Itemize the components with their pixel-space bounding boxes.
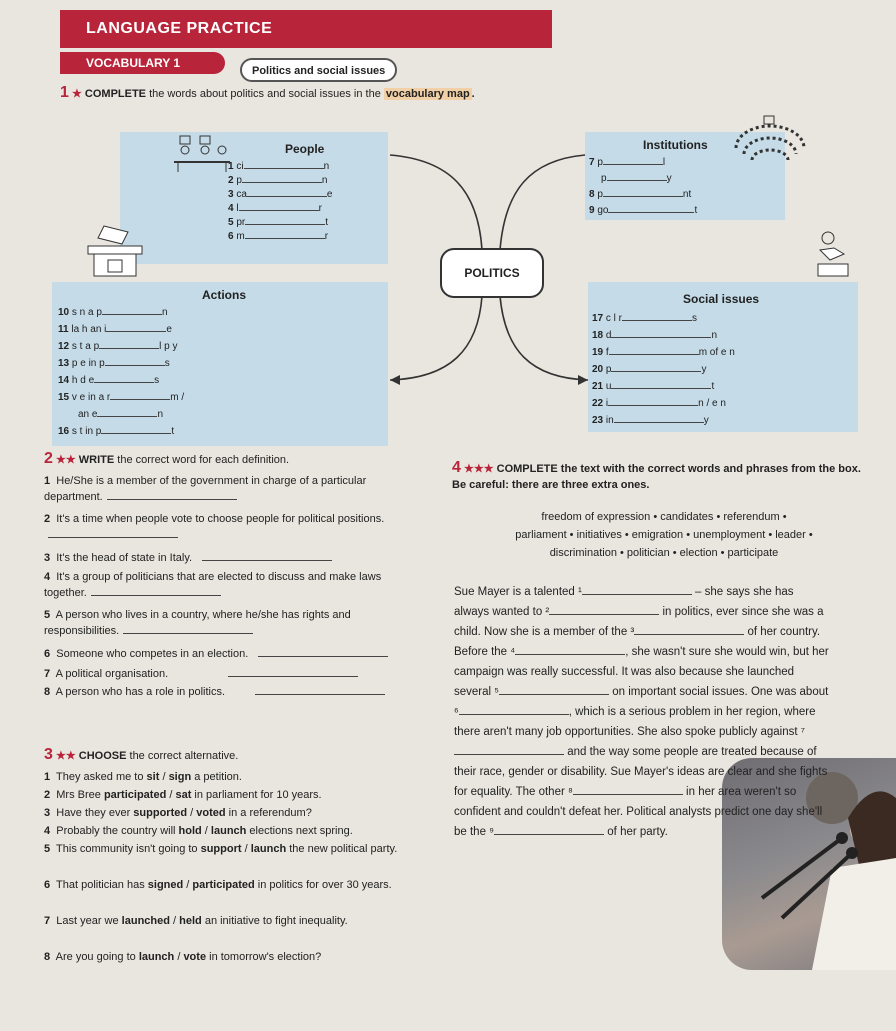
ex2-item[interactable]: 7 A political organisation. (44, 666, 424, 684)
social-issues-item[interactable]: 18 d n (592, 327, 735, 344)
option-b[interactable]: launch (250, 843, 287, 855)
actions-item[interactable]: 11 la h an i e (58, 321, 184, 338)
ex2-item[interactable]: 6 Someone who competes in an election. (44, 646, 424, 666)
ex4-stars: ★★★ (463, 463, 494, 475)
option-b[interactable]: vote (183, 951, 207, 963)
people-item[interactable]: 5 pr t (228, 214, 332, 228)
ex3-item: 1 They asked me to sit / sign a petition. (44, 771, 242, 783)
ex4-instruction-text: the text with the correct words and phrases from the box. Be careful: there are three extra ones. (452, 463, 861, 491)
actions-item[interactable]: 13 p e in p s (58, 355, 184, 372)
ex4-instruction (452, 460, 872, 493)
ex1-instruction-end: . (471, 88, 475, 100)
option-b[interactable]: launch (210, 825, 247, 837)
arrow-social (578, 375, 588, 385)
people-item[interactable]: 2 p n (228, 172, 332, 186)
social-issues-list (592, 310, 735, 429)
actions-item[interactable]: 12 s t a p l p y (58, 338, 184, 355)
ex2-section (44, 450, 424, 702)
line-institutions (500, 155, 585, 250)
ex3-item: 3 Have they ever supported / voted in a referendum? (44, 807, 312, 819)
ex4-text-segment: , which is a serious problem in her region, where there aren't many job opportunities. She also spoke publicly against ⁷ (454, 706, 816, 738)
ex2-item[interactable]: 2 It's a time when people vote to choose people for political positions. (44, 512, 424, 550)
ex3-item: 7 Last year we launched / held an initiative to fight inequality. (44, 915, 348, 927)
ex3-item: 2 Mrs Bree participated / sat in parliament for 10 years. (44, 789, 322, 801)
ex2-stars: ★★ (55, 454, 76, 466)
ex2-instruction-text: the correct word for each definition. (114, 454, 290, 466)
ex3-item: 4 Probably the country will hold / launch elections next spring. (44, 825, 353, 837)
institutions-item[interactable]: 8 p nt (589, 186, 697, 202)
ex4-text-segment: in her area weren't so confident and couldn't defeat her. Political analysts predict one day she'll be the ⁹ (454, 786, 823, 838)
ex2-instruction (44, 450, 424, 468)
option-b[interactable]: sat (175, 789, 192, 801)
social-issues-item[interactable]: 23 in y (592, 412, 735, 429)
word-box-line: parliament • initiatives • emigration • unemployment • leader • (515, 529, 813, 541)
option-a[interactable]: supported (133, 807, 188, 819)
option-a[interactable]: launched (121, 915, 170, 927)
actions-title: Actions (202, 288, 247, 302)
institutions-list (589, 154, 697, 218)
line-people (390, 155, 482, 250)
actions-item[interactable]: 15 v e in a r m / (58, 389, 184, 406)
gap-6[interactable] (459, 704, 569, 715)
ex3-instruction-bold: CHOOSE (78, 750, 127, 762)
ex1-instruction-text: the words about politics and social issues in the (146, 88, 381, 100)
speaker-icon (810, 228, 858, 282)
option-b[interactable]: participated (192, 879, 255, 891)
ex3-stars: ★★ (55, 750, 76, 762)
line-actions (390, 296, 482, 380)
ex3-item: 6 That politician has signed / participated in politics for over 30 years. (44, 879, 392, 891)
ex4-instruction-bold: COMPLETE (496, 463, 558, 475)
social-issues-item[interactable]: 21 u t (592, 378, 735, 395)
arrow-actions (390, 375, 400, 385)
gap-3[interactable] (634, 624, 744, 635)
institutions-item[interactable]: p y (589, 170, 697, 186)
vocabulary-map-highlight: vocabulary map (385, 88, 470, 100)
ex2-item[interactable]: 5 A person who lives in a country, where he/she has rights and responsibilities. (44, 609, 351, 637)
institutions-item[interactable]: 7 p l (589, 154, 697, 170)
ex4-text-segment: in politics, ever since she was a child. Now she is a member of the ³ (454, 606, 824, 638)
ex1-stars: ★ (71, 88, 82, 100)
gap-8[interactable] (573, 784, 683, 795)
ex4-text-segment: Sue Mayer is a talented ¹ (454, 586, 582, 598)
section-header: LANGUAGE PRACTICE (60, 10, 552, 48)
ex3-instruction (44, 746, 444, 764)
ex3-item: 8 Are you going to launch / vote in tomorrow's election? (44, 951, 322, 963)
word-box-line: freedom of expression • candidates • referendum • (541, 511, 787, 523)
people-title: People (285, 142, 325, 156)
ex2-item[interactable]: 3 It's the head of state in Italy. (44, 550, 424, 570)
social-issues-item[interactable]: 17 c l r s (592, 310, 735, 327)
ex4-text-segment: on important social issues. One was about ⁶ (454, 686, 829, 718)
word-box (454, 508, 874, 562)
ex2-instruction-bold: WRITE (78, 454, 115, 466)
people-box (120, 132, 388, 264)
actions-item[interactable]: 16 s t in p t (58, 423, 184, 440)
ex3-list (44, 770, 444, 968)
vocabulary-label: VOCABULARY 1 (60, 52, 225, 74)
line-social (500, 296, 588, 380)
option-a[interactable]: support (200, 843, 242, 855)
institutions-item[interactable]: 9 go t (589, 202, 697, 218)
ex3-item: 5 This community isn't going to support / launch the new political party. (44, 843, 398, 855)
option-b[interactable]: held (179, 915, 202, 927)
ex4-text-segment: and the way some people are treated because of their race, gender or disability. Sue Mayer's ideas are clear and she fights for equality. The other ⁸ (454, 746, 828, 798)
ex1-number: 1 (60, 84, 69, 101)
option-a[interactable]: hold (178, 825, 202, 837)
gap-2[interactable] (549, 604, 659, 615)
option-a[interactable]: launch (138, 951, 175, 963)
institutions-title: Institutions (643, 138, 708, 152)
people-item[interactable]: 6 m r (228, 228, 332, 242)
option-b[interactable]: voted (196, 807, 226, 819)
social-issues-item[interactable]: 19 f m of e n (592, 344, 735, 361)
ex3-instruction-text: the correct alternative. (126, 750, 239, 762)
politics-center-node: POLITICS (440, 248, 544, 298)
gap-9[interactable] (494, 824, 604, 835)
ex1-instruction-bold: COMPLETE (84, 88, 147, 100)
social-issues-box (588, 282, 858, 432)
ex2-item[interactable]: 1 He/She is a member of the government in charge of a particular department. (44, 475, 367, 503)
ex2-item[interactable]: 4 It's a group of politicians that are elected to discuss and make laws together. (44, 571, 382, 599)
actions-item[interactable]: 10 s n a p n (58, 304, 184, 321)
people-desks-icon (170, 132, 234, 176)
ex4-text (454, 582, 829, 842)
ex2-number: 2 (44, 450, 53, 467)
people-item[interactable]: 3 ca e (228, 186, 332, 200)
social-issues-title: Social issues (683, 292, 760, 306)
ex2-list (44, 474, 424, 702)
ex4-text-segment: – she says she has always wanted to ² (454, 586, 794, 618)
gap-7[interactable] (454, 744, 564, 755)
actions-box (52, 282, 388, 446)
social-issues-item[interactable]: 20 p y (592, 361, 735, 378)
ex4-text-segment: of her country. Before the ⁴ (454, 626, 821, 658)
ex4-number: 4 (452, 459, 461, 476)
social-issues-item[interactable]: 22 i n / e n (592, 395, 735, 412)
people-list (228, 158, 332, 242)
gap-5[interactable] (499, 684, 609, 695)
topic-pill: Politics and social issues (240, 58, 397, 82)
people-item[interactable]: 4 l r (228, 200, 332, 214)
gap-4[interactable] (515, 644, 625, 655)
option-a[interactable]: sit (146, 771, 160, 783)
actions-item[interactable]: an e n (58, 406, 184, 423)
option-b[interactable]: sign (168, 771, 192, 783)
ex3-section (44, 746, 444, 968)
ex4-text-segment: of her party. (604, 826, 668, 838)
actions-list (58, 304, 184, 440)
word-box-line: discrimination • politician • election • participate (549, 547, 779, 559)
ex4-text-segment: , she wasn't sure she would win, but her campaign was really successful. It was also because she launched several ⁵ (454, 646, 829, 698)
ballot-box-icon (84, 222, 146, 278)
option-a[interactable]: participated (103, 789, 167, 801)
gap-1[interactable] (582, 584, 692, 595)
actions-item[interactable]: 14 h d e s (58, 372, 184, 389)
parliament-seats-icon (728, 114, 812, 164)
ex3-number: 3 (44, 746, 53, 763)
ex2-item[interactable]: 8 A person who has a role in politics. (44, 684, 424, 702)
option-a[interactable]: signed (147, 879, 184, 891)
people-item[interactable]: 1 ci n (228, 158, 332, 172)
